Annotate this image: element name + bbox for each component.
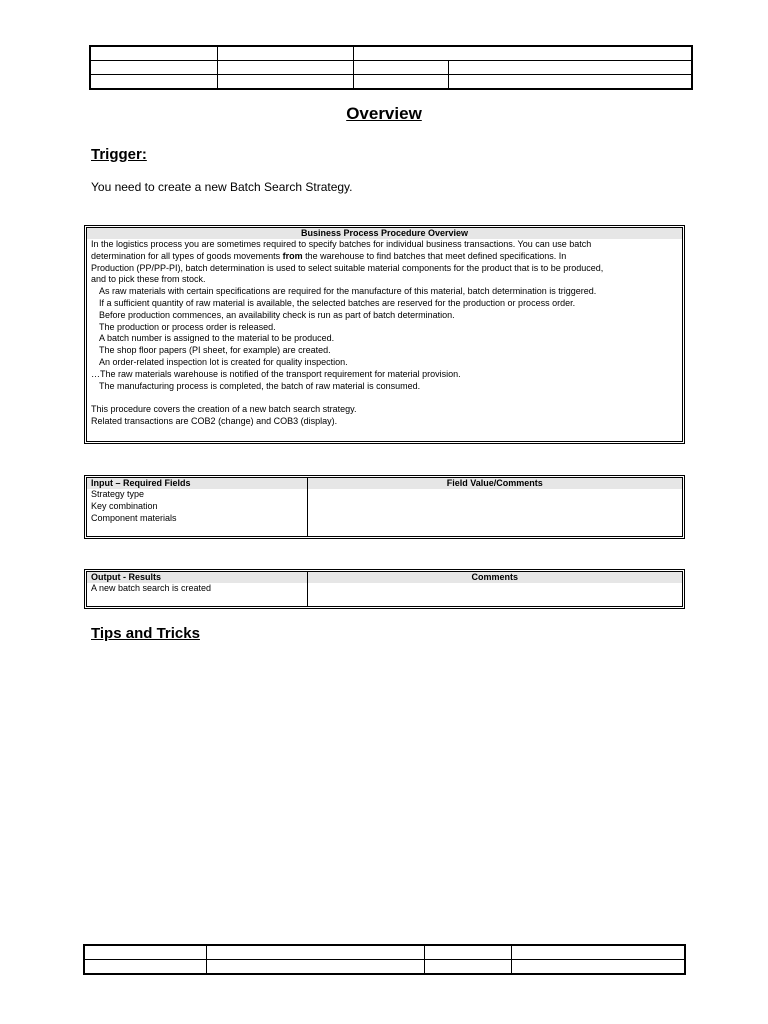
output-results-table [84,569,685,609]
bpp-header: Business Process Procedure Overview [87,228,682,239]
bpp-intro-line [91,251,678,263]
footer-cell [425,946,512,960]
bpp-step: The shop floor papers (PI sheet, for example) are created. [99,345,331,356]
header-info-table [90,46,692,89]
page-title: Overview [346,104,422,123]
bpp-step: Before production commences, an availability check is run as part of batch determination. [99,309,455,320]
bpp-intro-line: In the logistics process you are sometimes required to specify batches for individual business transactions. You can use batch [91,239,592,249]
tips-heading: Tips and Tricks [91,625,200,642]
footer-cell [512,960,685,974]
bpp-intro-bold: from [282,250,303,261]
bpp-closing-line: This procedure covers the creation of a new batch search strategy. [91,404,357,415]
bpp-intro-text: the warehouse to find batches that meet defined specifications. In [302,250,567,261]
input-fields-table [84,475,685,539]
header-cell [449,75,692,89]
footer-cell [85,960,207,974]
bpp-intro-text: determination for all types of goods movements [91,250,283,261]
bpp-step: An order-related inspection lot is created for quality inspection. [99,356,348,367]
bpp-step: As raw materials with certain specifications are required for the manufacture of this material, batch determination is triggered. [99,286,597,297]
input-right-header: Field Value/Comments [307,478,682,489]
bpp-intro-line: Production (PP/PP-PI), batch determination is used to select suitable material components for the product that is to be produced, [91,262,604,273]
footer-cell [207,960,425,974]
header-cell [91,61,218,75]
header-cell [354,75,449,89]
header-cell [91,75,218,89]
bpp-step: The production or process order is released. [99,321,276,332]
header-cell [354,47,692,61]
input-comments-cell [307,489,682,536]
header-cell [218,75,354,89]
output-comments-cell [307,583,682,606]
bpp-step: …The raw materials warehouse is notified of the transport requirement for material provision. [91,368,461,379]
header-cell [449,61,692,75]
input-left-header: Input – Required Fields [87,478,307,489]
trigger-text: You need to create a new Batch Search Strategy. [91,180,353,194]
header-cell [91,47,218,61]
bpp-step: The manufacturing process is completed, the batch of raw material is consumed. [99,380,421,391]
output-left-header: Output - Results [87,572,307,583]
footer-cell [207,946,425,960]
input-field-list [87,489,307,536]
footer-cell [85,946,207,960]
input-field: Component materials [91,512,177,523]
bpp-intro-line: and to pick these from stock. [91,274,206,285]
header-cell [218,61,354,75]
output-right-header: Comments [307,572,682,583]
bpp-step: If a sufficient quantity of raw material is available, the selected batches are reserved for the production or process order. [99,297,576,308]
output-result: A new batch search is created [91,583,212,593]
footer-cell [512,946,685,960]
footer-info-table [84,945,685,974]
header-cell [218,47,354,61]
bpp-step: A batch number is assigned to the material to be produced. [99,333,335,344]
input-field: Key combination [91,500,158,511]
bpp-overview-box [84,225,685,444]
input-field: Strategy type [91,489,145,499]
bpp-closing-line: Related transactions are COB2 (change) and COB3 (display). [91,415,338,426]
trigger-heading: Trigger: [91,146,147,163]
header-cell [354,61,449,75]
footer-cell [425,960,512,974]
